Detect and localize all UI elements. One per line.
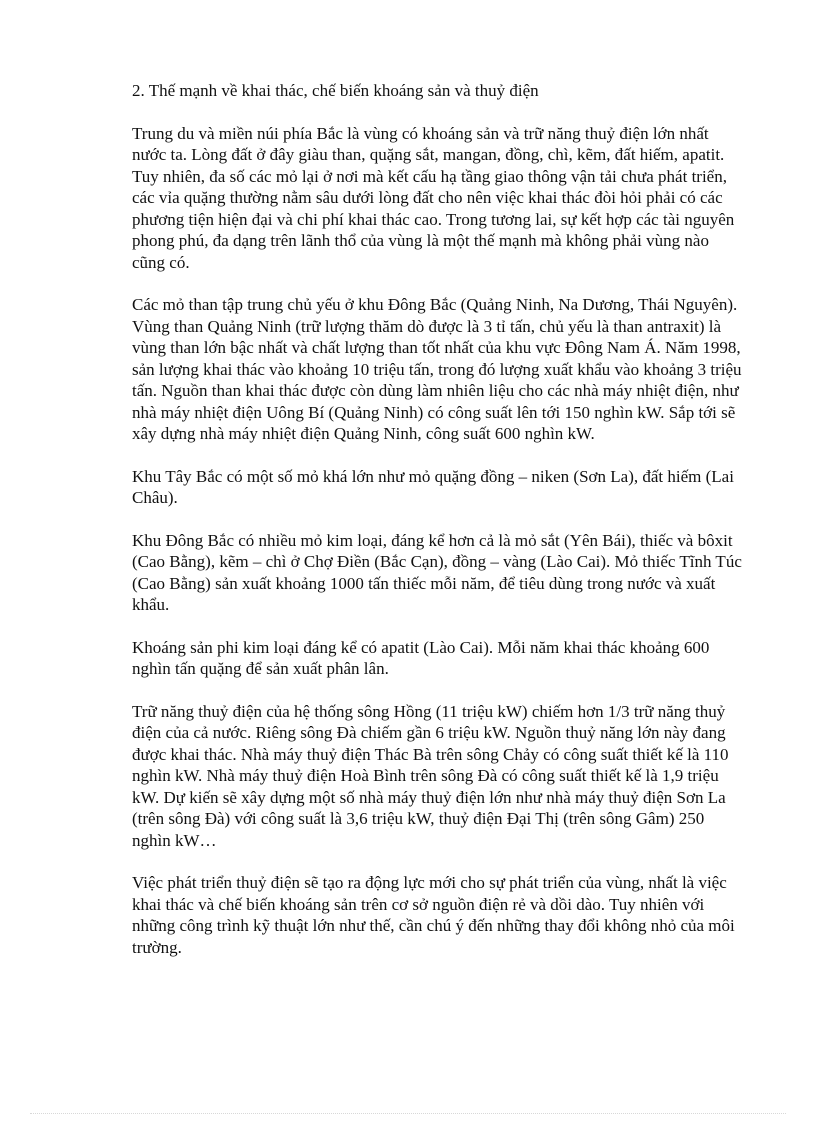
paragraph-coal: Các mỏ than tập trung chủ yếu ở khu Đông Bắc (Quảng Ninh, Na Dương, Thái Nguyên). Vùng than Quảng Ninh (trữ lượng thăm dò được là 3 tỉ tấn, chủ yếu là than antraxit) là vùng than lớn bậc nhất và chất lượng than tốt nhất của khu vực Đông Nam Á. Năm 1998, sản lượng khai thác vào khoảng 10 triệu tấn, trong đó lượng xuất khẩu vào khoảng 3 triệu tấn. Nguồn than khai thác được còn dùng làm nhiên liệu cho các nhà máy nhiệt điện, như nhà máy nhiệt điện Uông Bí (Quảng Ninh) có công suất lên tới 150 nghìn kW. Sắp tới sẽ xây dựng nhà máy nhiệt điện Quảng Ninh, công suất 600 nghìn kW.: [132, 295, 742, 443]
paragraph-northwest: Khu Tây Bắc có một số mỏ khá lớn như mỏ quặng đồng – niken (Sơn La), đất hiếm (Lai Châu).: [132, 466, 734, 507]
paragraph-conclusion: Việc phát triển thuỷ điện sẽ tạo ra động lực mới cho sự phát triển của vùng, nhất là việc khai thác và chế biến khoáng sản trên cơ sở nguồn điện rẻ và dồi dào. Tuy nhiên với những công trình kỹ thuật lớn như thế, cần chú ý đến những thay đổi không nhỏ của môi trường.: [132, 873, 735, 957]
paragraph-nonmetal: Khoáng sản phi kim loại đáng kể có apatit (Lào Cai). Mỗi năm khai thác khoảng 600 nghìn tấn quặng để sản xuất phân lân.: [132, 637, 710, 678]
document-body: [132, 80, 744, 979]
paragraph-hydropower: Trữ năng thuỷ điện của hệ thống sông Hồng (11 triệu kW) chiếm hơn 1/3 trữ năng thuỷ điện của cả nước. Riêng sông Đà chiếm gần 6 triệu kW. Nguồn thuỷ năng lớn này đang được khai thác. Nhà máy thuỷ điện Thác Bà trên sông Chảy có công suất thiết kế là 110 nghìn kW. Nhà máy thuỷ điện Hoà Bình trên sông Đà có công suất thiết kế là 1,9 triệu kW. Dự kiến sẽ xây dựng một số nhà máy thuỷ điện lớn như nhà máy thuỷ điện Sơn La (trên sông Đà) với công suất là 3,6 triệu kW, thuỷ điện Đại Thị (trên sông Gâm) 250 nghìn kW…: [132, 701, 729, 850]
section-heading: 2. Thế mạnh về khai thác, chế biến khoáng sản và thuỷ điện: [132, 81, 539, 100]
paragraph-overview: Trung du và miền núi phía Bắc là vùng có khoáng sản và trữ năng thuỷ điện lớn nhất nước ta. Lòng đất ở đây giàu than, quặng sắt, mangan, đồng, chì, kẽm, đất hiếm, apatit. Tuy nhiên, đa số các mỏ lại ở nơi mà kết cấu hạ tầng giao thông vận tải chưa phát triển, các vỉa quặng thường nằm sâu dưới lòng đất cho nên việc khai thác đòi hỏi phải có các phương tiện hiện đại và chi phí khai thác cao. Trong tương lai, sự kết hợp các tài nguyên phong phú, đa dạng trên lãnh thổ của vùng là một thế mạnh mà không phải vùng nào cũng có.: [132, 123, 735, 272]
page-bottom-divider: [30, 1113, 786, 1114]
paragraph-northeast: Khu Đông Bắc có nhiều mỏ kim loại, đáng kể hơn cả là mỏ sắt (Yên Bái), thiếc và bôxit (Cao Bằng), kẽm – chì ở Chợ Điền (Bắc Cạn), đồng – vàng (Lào Cai). Mỏ thiếc Tĩnh Túc (Cao Bằng) sản xuất khoảng 1000 tấn thiếc mỗi năm, để tiêu dùng trong nước và xuất khẩu.: [132, 530, 742, 614]
